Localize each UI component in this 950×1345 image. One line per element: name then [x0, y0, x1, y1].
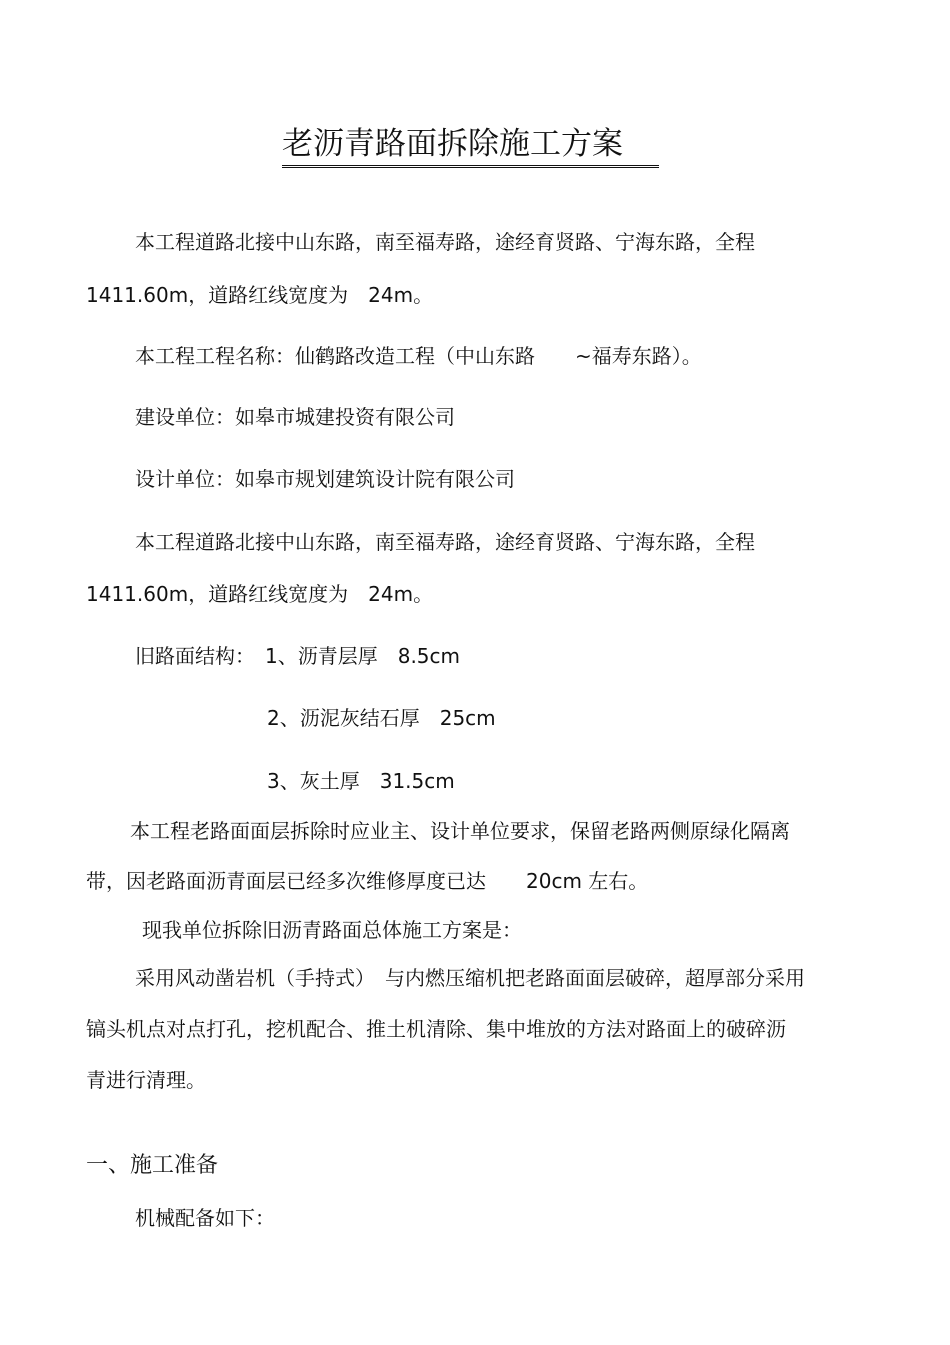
requirement-line-1: 本工程老路面面层拆除时应业主、设计单位要求，保留老路两侧原绿化隔离	[130, 819, 790, 843]
structure-item-2: 2、沥泥灰结石厚 25cm	[267, 706, 496, 730]
section-1-heading: 一、施工准备	[86, 1153, 219, 1178]
intro-paragraph-1-line-2: 1411.60m，道路红线宽度为 24m。	[86, 283, 434, 307]
requirement-line-2: 带，因老路面沥青面层已经多次维修厚度已达 20cm 左右。	[86, 869, 649, 893]
plan-intro-line: 现我单位拆除旧沥青路面总体施工方案是：	[142, 918, 522, 942]
project-name-line: 本工程工程名称：仙鹤路改造工程（中山东路 ~福寿东路）。	[135, 344, 702, 368]
plan-line-3: 青进行清理。	[86, 1068, 206, 1092]
intro-paragraph-2-line-2: 1411.60m，道路红线宽度为 24m。	[86, 582, 434, 606]
structure-item-1: 旧路面结构： 1、沥青层厚 8.5cm	[135, 644, 461, 668]
machinery-intro-line: 机械配备如下：	[135, 1206, 275, 1230]
plan-line-1: 采用风动凿岩机（手持式） 与内燃压缩机把老路面面层破碎，超厚部分采用	[135, 966, 805, 990]
intro-paragraph-2-line-1: 本工程道路北接中山东路，南至福寿路，途经育贤路、宁海东路，全程	[135, 530, 755, 554]
plan-line-2: 镐头机点对点打孔，挖机配合、推土机清除、集中堆放的方法对路面上的破碎沥	[86, 1017, 786, 1041]
document-title: 老沥青路面拆除施工方案	[282, 124, 659, 168]
structure-item-3: 3、灰土厚 31.5cm	[267, 769, 455, 793]
builder-line: 建设单位：如皋市城建投资有限公司	[135, 405, 455, 429]
intro-paragraph-1-line-1: 本工程道路北接中山东路，南至福寿路，途经育贤路、宁海东路，全程	[135, 230, 755, 254]
designer-line: 设计单位：如皋市规划建筑设计院有限公司	[135, 467, 515, 491]
